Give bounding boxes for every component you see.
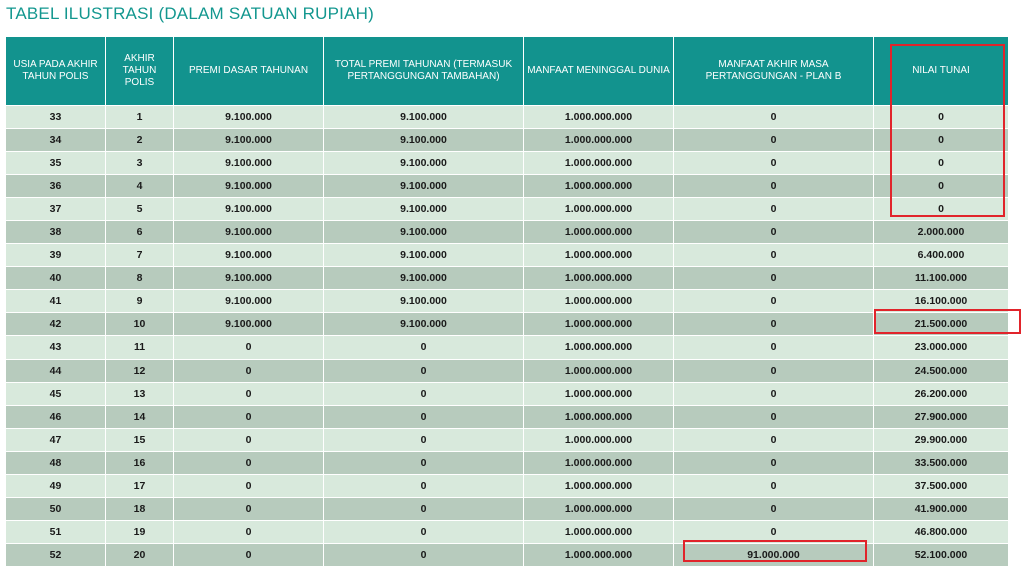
header-nilai-tunai: NILAI TUNAI [874,37,1009,106]
cell-usia: 34 [6,129,106,152]
cell-total-premi: 0 [324,428,524,451]
cell-premi-dasar: 0 [174,359,324,382]
cell-premi-dasar: 0 [174,382,324,405]
cell-tahun: 16 [106,451,174,474]
cell-manfaat-akhir: 0 [674,152,874,175]
cell-manfaat-akhir: 0 [674,405,874,428]
header-row [6,37,1009,106]
cell-manfaat-akhir: 0 [674,336,874,359]
cell-nilai-tunai: 0 [874,152,1009,175]
cell-manfaat-akhir: 0 [674,474,874,497]
cell-premi-dasar: 9.100.000 [174,290,324,313]
cell-usia: 36 [6,175,106,198]
cell-manfaat-akhir: 0 [674,497,874,520]
cell-usia: 50 [6,497,106,520]
cell-manfaat-meninggal: 1.000.000.000 [524,405,674,428]
table-row [6,290,1009,313]
cell-manfaat-akhir: 0 [674,221,874,244]
illustration-table-container [5,37,1008,566]
header-total-premi: TOTAL PREMI TAHUNAN (TERMASUK PERTANGGUNGAN TAMBAHAN) [324,37,524,106]
cell-total-premi: 9.100.000 [324,198,524,221]
cell-nilai-tunai: 33.500.000 [874,451,1009,474]
cell-tahun: 17 [106,474,174,497]
table-row [6,497,1009,520]
cell-nilai-tunai: 11.100.000 [874,267,1009,290]
cell-manfaat-akhir: 91.000.000 [674,543,874,566]
cell-premi-dasar: 9.100.000 [174,175,324,198]
table-row [6,359,1009,382]
table-row [6,336,1009,359]
cell-tahun: 5 [106,198,174,221]
cell-premi-dasar: 0 [174,474,324,497]
table-row [6,106,1009,129]
cell-tahun: 9 [106,290,174,313]
cell-nilai-tunai: 24.500.000 [874,359,1009,382]
cell-total-premi: 9.100.000 [324,313,524,336]
cell-manfaat-meninggal: 1.000.000.000 [524,497,674,520]
table-row [6,405,1009,428]
table-row [6,175,1009,198]
cell-usia: 41 [6,290,106,313]
table-row [6,474,1009,497]
cell-manfaat-akhir: 0 [674,129,874,152]
cell-manfaat-meninggal: 1.000.000.000 [524,543,674,566]
cell-manfaat-meninggal: 1.000.000.000 [524,129,674,152]
cell-tahun: 1 [106,106,174,129]
cell-tahun: 3 [106,152,174,175]
cell-premi-dasar: 9.100.000 [174,152,324,175]
cell-tahun: 15 [106,428,174,451]
cell-total-premi: 0 [324,543,524,566]
cell-tahun: 13 [106,382,174,405]
cell-premi-dasar: 9.100.000 [174,221,324,244]
cell-manfaat-meninggal: 1.000.000.000 [524,221,674,244]
cell-total-premi: 9.100.000 [324,152,524,175]
cell-total-premi: 9.100.000 [324,106,524,129]
table-row [6,198,1009,221]
cell-manfaat-meninggal: 1.000.000.000 [524,290,674,313]
cell-manfaat-meninggal: 1.000.000.000 [524,520,674,543]
table-header [6,37,1009,106]
cell-tahun: 11 [106,336,174,359]
cell-usia: 35 [6,152,106,175]
cell-usia: 45 [6,382,106,405]
cell-total-premi: 0 [324,520,524,543]
cell-tahun: 20 [106,543,174,566]
cell-manfaat-meninggal: 1.000.000.000 [524,152,674,175]
cell-premi-dasar: 9.100.000 [174,129,324,152]
cell-manfaat-meninggal: 1.000.000.000 [524,336,674,359]
cell-total-premi: 9.100.000 [324,244,524,267]
cell-tahun: 14 [106,405,174,428]
cell-nilai-tunai: 0 [874,129,1009,152]
cell-premi-dasar: 9.100.000 [174,106,324,129]
header-usia: USIA PADA AKHIR TAHUN POLIS [6,37,106,106]
cell-usia: 43 [6,336,106,359]
cell-manfaat-akhir: 0 [674,313,874,336]
table-row [6,129,1009,152]
cell-manfaat-akhir: 0 [674,359,874,382]
cell-nilai-tunai: 52.100.000 [874,543,1009,566]
cell-manfaat-meninggal: 1.000.000.000 [524,106,674,129]
highlight-box-nilai-tunai-year10 [874,309,1021,334]
cell-usia: 47 [6,428,106,451]
cell-manfaat-akhir: 0 [674,428,874,451]
cell-usia: 33 [6,106,106,129]
highlight-box-manfaat-akhir-year20 [683,540,867,562]
cell-total-premi: 0 [324,451,524,474]
cell-nilai-tunai: 27.900.000 [874,405,1009,428]
cell-premi-dasar: 0 [174,497,324,520]
cell-tahun: 4 [106,175,174,198]
cell-total-premi: 0 [324,474,524,497]
cell-tahun: 6 [106,221,174,244]
cell-manfaat-meninggal: 1.000.000.000 [524,198,674,221]
cell-nilai-tunai: 37.500.000 [874,474,1009,497]
cell-total-premi: 0 [324,382,524,405]
cell-tahun: 19 [106,520,174,543]
cell-manfaat-meninggal: 1.000.000.000 [524,474,674,497]
cell-tahun: 10 [106,313,174,336]
cell-nilai-tunai: 0 [874,106,1009,129]
cell-nilai-tunai: 21.500.000 [874,313,1009,336]
cell-manfaat-akhir: 0 [674,244,874,267]
cell-manfaat-meninggal: 1.000.000.000 [524,244,674,267]
cell-nilai-tunai: 16.100.000 [874,290,1009,313]
cell-tahun: 7 [106,244,174,267]
cell-tahun: 2 [106,129,174,152]
cell-nilai-tunai: 0 [874,175,1009,198]
cell-usia: 42 [6,313,106,336]
illustration-table [5,37,1009,566]
cell-total-premi: 9.100.000 [324,175,524,198]
header-akhir-tahun-polis: AKHIR TAHUN POLIS [106,37,174,106]
cell-usia: 49 [6,474,106,497]
table-row [6,244,1009,267]
cell-total-premi: 9.100.000 [324,290,524,313]
cell-nilai-tunai: 41.900.000 [874,497,1009,520]
cell-usia: 48 [6,451,106,474]
cell-premi-dasar: 9.100.000 [174,244,324,267]
cell-tahun: 18 [106,497,174,520]
cell-manfaat-meninggal: 1.000.000.000 [524,359,674,382]
table-row [6,382,1009,405]
cell-nilai-tunai: 0 [874,198,1009,221]
cell-usia: 44 [6,359,106,382]
cell-nilai-tunai: 29.900.000 [874,428,1009,451]
cell-manfaat-akhir: 0 [674,451,874,474]
cell-premi-dasar: 9.100.000 [174,313,324,336]
cell-manfaat-meninggal: 1.000.000.000 [524,451,674,474]
cell-usia: 37 [6,198,106,221]
cell-nilai-tunai: 6.400.000 [874,244,1009,267]
cell-usia: 51 [6,520,106,543]
header-manfaat-meninggal: MANFAAT MENINGGAL DUNIA [524,37,674,106]
table-row [6,152,1009,175]
table-row [6,451,1009,474]
cell-nilai-tunai: 26.200.000 [874,382,1009,405]
cell-nilai-tunai: 2.000.000 [874,221,1009,244]
cell-total-premi: 9.100.000 [324,267,524,290]
table-row [6,221,1009,244]
cell-manfaat-akhir: 0 [674,290,874,313]
cell-tahun: 8 [106,267,174,290]
cell-premi-dasar: 0 [174,336,324,359]
cell-premi-dasar: 0 [174,543,324,566]
table-row [6,313,1009,336]
cell-premi-dasar: 0 [174,520,324,543]
cell-total-premi: 9.100.000 [324,129,524,152]
cell-premi-dasar: 0 [174,405,324,428]
cell-nilai-tunai: 46.800.000 [874,520,1009,543]
cell-manfaat-meninggal: 1.000.000.000 [524,267,674,290]
table-row [6,428,1009,451]
cell-manfaat-akhir: 0 [674,382,874,405]
cell-manfaat-meninggal: 1.000.000.000 [524,313,674,336]
page-title: TABEL ILUSTRASI (DALAM SATUAN RUPIAH) [6,4,374,23]
cell-total-premi: 0 [324,497,524,520]
table-body [6,106,1009,566]
cell-manfaat-akhir: 0 [674,267,874,290]
cell-manfaat-meninggal: 1.000.000.000 [524,175,674,198]
highlight-box-nilai-tunai-zero [890,44,1005,217]
cell-manfaat-akhir: 0 [674,175,874,198]
cell-usia: 52 [6,543,106,566]
table-row [6,267,1009,290]
cell-tahun: 12 [106,359,174,382]
cell-manfaat-meninggal: 1.000.000.000 [524,382,674,405]
cell-premi-dasar: 0 [174,451,324,474]
header-premi-dasar: PREMI DASAR TAHUNAN [174,37,324,106]
cell-premi-dasar: 0 [174,428,324,451]
cell-usia: 46 [6,405,106,428]
cell-premi-dasar: 9.100.000 [174,198,324,221]
cell-total-premi: 0 [324,336,524,359]
cell-nilai-tunai: 23.000.000 [874,336,1009,359]
cell-manfaat-akhir: 0 [674,198,874,221]
cell-manfaat-akhir: 0 [674,106,874,129]
cell-total-premi: 9.100.000 [324,221,524,244]
cell-total-premi: 0 [324,405,524,428]
cell-usia: 39 [6,244,106,267]
cell-manfaat-akhir: 0 [674,520,874,543]
cell-usia: 40 [6,267,106,290]
cell-manfaat-meninggal: 1.000.000.000 [524,428,674,451]
cell-premi-dasar: 9.100.000 [174,267,324,290]
cell-usia: 38 [6,221,106,244]
header-manfaat-akhir-masa: MANFAAT AKHIR MASA PERTANGGUNGAN - PLAN B [674,37,874,106]
cell-total-premi: 0 [324,359,524,382]
